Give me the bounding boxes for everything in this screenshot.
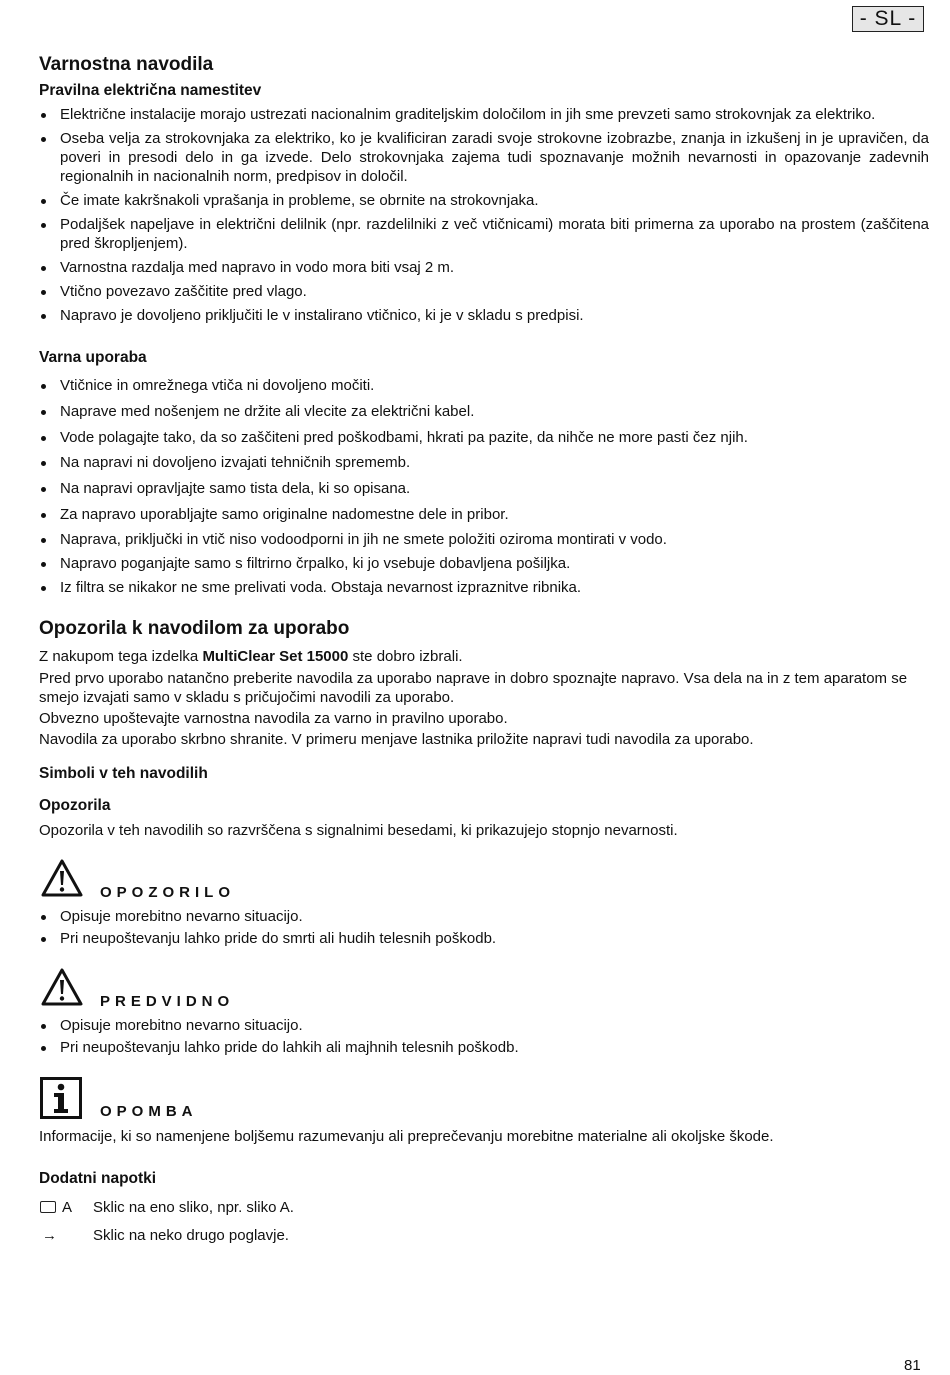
- arrow-right-icon: →: [42, 1227, 57, 1244]
- list-item: Na napravi ni dovoljeno izvajati tehničnih sprememb.: [39, 453, 929, 472]
- list-item: Napravo poganjajte samo s filtrirno črpalko, ki jo vsebuje dobavljena pošiljka.: [39, 554, 929, 573]
- page-title: Varnostna navodila: [39, 54, 214, 75]
- list-item: Pri neupoštevanju lahko pride do lahkih ali majhnih telesnih poškodb.: [39, 1038, 929, 1057]
- caution-list: [39, 1016, 929, 1057]
- warnings-text: Opozorila v teh navodilih so razvrščena s signalnimi besedami, ki prikazujejo stopnjo nevarnosti.: [39, 822, 678, 839]
- ref-row-figure: [39, 1198, 929, 1226]
- intro-paragraph: [39, 647, 929, 666]
- list-item: Iz filtra se nikakor ne sme prelivati voda. Obstaja nevarnost izpraznitve ribnika.: [39, 578, 929, 597]
- safe-use-heading: Varna uporaba: [39, 349, 147, 366]
- figure-ref-letter: A: [62, 1199, 73, 1216]
- list-item: Če imate kakršnakoli vprašanja in probleme, se obrnite na strokovnjaka.: [39, 191, 929, 210]
- caution-triangle-icon: [40, 967, 84, 1007]
- list-item: Pri neupoštevanju lahko pride do smrti ali hudih telesnih poškodb.: [39, 929, 929, 948]
- list-item: Naprava, priključki in vtič niso vodoodporni in jih ne smete položiti oziroma montirati v vodo.: [39, 530, 929, 549]
- paragraph: Navodila za uporabo skrbno shranite. V primeru menjave lastnika priložite napravi tudi navodila za uporabo.: [39, 731, 754, 748]
- list-item: Varnostna razdalja med napravo in vodo mora biti vsaj 2 m.: [39, 258, 929, 277]
- page-number: 81: [904, 1357, 921, 1374]
- caution-signal-word: PREDVIDNO: [100, 993, 235, 1010]
- electrical-list: [39, 105, 929, 325]
- product-name: MultiClear Set 15000: [202, 648, 349, 665]
- info-icon: [40, 1077, 82, 1119]
- list-item: Vtičnice in omrežnega vtiča ni dovoljeno močiti.: [39, 376, 929, 395]
- paragraph: Pred prvo uporabo natančno preberite navodila za uporabo naprave in dobro spoznajte napravo. Vsa dela na in z tem aparatom se smejo izvajati samo v skladu s pričujočimi navodili za uporabo.: [39, 670, 908, 706]
- list-item: Za napravo uporabljajte samo originalne nadomestne dele in pribor.: [39, 505, 929, 524]
- caution-sign-row: [39, 967, 929, 1013]
- list-item: Vode polagajte tako, da so zaščiteni pred poškodbami, hkrati pa pazite, da nihče ne more pasti čez njih.: [39, 428, 929, 447]
- symbols-heading: Simboli v teh navodilih: [39, 765, 208, 782]
- list-item: Električne instalacije morajo ustrezati nacionalnim graditeljskim določilom in jih sme prevzeti samo strokovnjak za elektriko.: [39, 105, 929, 124]
- note-signal-word: OPOMBA: [100, 1103, 198, 1120]
- intro-suffix: ste dobro izbrali.: [348, 648, 463, 665]
- ref-text: Sklic na neko drugo poglavje.: [93, 1227, 289, 1244]
- note-text: Informacije, ki so namenjene boljšemu razumevanju ali preprečevanju morebitne materialne ali okoljske škode.: [39, 1128, 774, 1145]
- language-badge: - SL -: [852, 6, 924, 32]
- list-item: Napravo je dovoljeno priključiti le v instalirano vtičnico, ki je v skladu s predpisi.: [39, 306, 929, 325]
- warning-signal-word: OPOZORILO: [100, 884, 235, 901]
- list-item: Na napravi opravljajte samo tista dela, ki so opisana.: [39, 479, 929, 498]
- list-item: Opisuje morebitno nevarno situacijo.: [39, 1016, 929, 1035]
- list-item: Naprave med nošenjem ne držite ali vlecite za električni kabel.: [39, 402, 929, 421]
- ref-text: Sklic na eno sliko, npr. sliko A.: [93, 1199, 294, 1216]
- additional-heading: Dodatni napotki: [39, 1170, 157, 1187]
- figure-box-icon: [40, 1201, 56, 1213]
- list-item: Oseba velja za strokovnjaka za elektriko, ko je kvalificiran zaradi svoje strokovne izobrazbe, znanja in izkušenj in je upravičen, da poveri in presodi delo in ga izvede. Delo strokovnjaka zajema tudi spoznavanje možnih nevarnosti in opazovanje zadevnih regionalnih in nacionalnih norm, predpisov in določil.: [39, 129, 929, 186]
- list-item: Opisuje morebitno nevarno situacijo.: [39, 907, 929, 926]
- page-content: [39, 50, 929, 1254]
- warning-sign-row: [39, 858, 929, 904]
- warnings-heading: Opozorila: [39, 797, 111, 814]
- safe-use-list: [39, 376, 929, 597]
- notes-title: Opozorila k navodilom za uporabo: [39, 618, 350, 639]
- list-item: Podaljšek napeljave in električni delilnik (npr. razdelilniki z več vtičnicami) morata biti primerna za uporabo na prostem (zaščitena pred škropljenjem).: [39, 215, 929, 253]
- paragraph: Obvezno upoštevajte varnostna navodila za varno in pravilno uporabo.: [39, 710, 508, 727]
- warning-list: [39, 907, 929, 948]
- intro-prefix: Z nakupom tega izdelka: [39, 648, 203, 665]
- list-item: Vtično povezavo zaščitite pred vlago.: [39, 282, 929, 301]
- warning-triangle-icon: [40, 858, 84, 898]
- electrical-heading: Pravilna električna namestitev: [39, 82, 262, 99]
- ref-row-chapter: [39, 1226, 929, 1254]
- note-sign-row: [39, 1077, 929, 1123]
- figure-ref-symbol: [40, 1198, 72, 1217]
